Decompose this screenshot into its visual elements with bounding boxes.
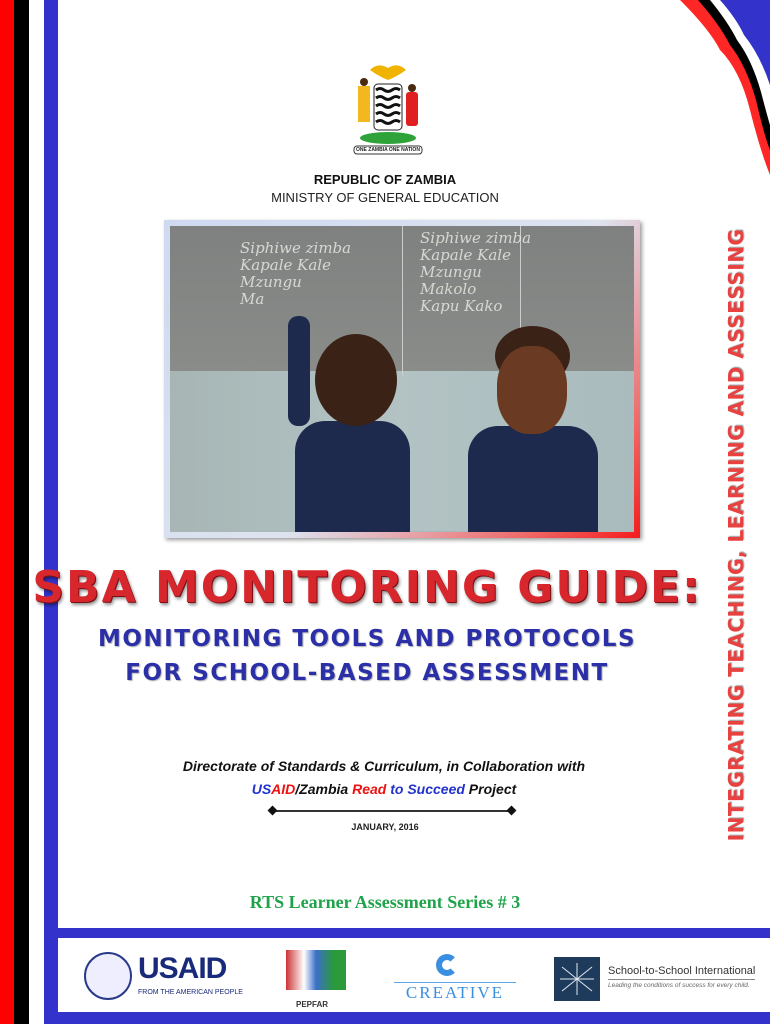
credits-to: to (386, 781, 408, 797)
side-banner: INTEGRATING TEACHING, LEARNING AND ASSESSING (724, 228, 748, 842)
credits-us: US (251, 781, 272, 797)
credits-project: Project (464, 781, 517, 797)
credits-succeed: Succeed (407, 781, 465, 797)
country-heading: REPUBLIC OF ZAMBIA (313, 172, 457, 187)
credits-zambia: /Zambia (295, 781, 353, 797)
usaid-seal-icon (84, 952, 132, 1000)
credits-aid: AID (271, 781, 296, 797)
chalk-words-right: Siphiwe zimba Kapale Kale Mzungu Makolo Kapu Kako (420, 229, 532, 315)
ssi-star-icon (554, 957, 600, 1001)
ssi-logo: School-to-School International (608, 965, 755, 980)
flag-stripe-black (14, 0, 29, 1024)
document-subtitle-line2: FOR SCHOOL-BASED ASSESSMENT (125, 660, 609, 686)
pepfar-emblem-icon (286, 950, 346, 990)
ministry-heading: MINISTRY OF GENERAL EDUCATION (271, 190, 499, 205)
corner-flag-decoration (620, 0, 770, 200)
usaid-tagline: FROM THE AMERICAN PEOPLE (138, 989, 243, 996)
credits-read: Read (352, 781, 387, 797)
cover-photo (164, 220, 640, 538)
document-subtitle-line1: MONITORING TOOLS AND PROTOCOLS (97, 626, 637, 652)
series-label: RTS Learner Assessment Series # 3 (249, 892, 521, 912)
chalk-words-left: Siphiwe zimba Kapale Kale Mzungu Ma (240, 239, 352, 308)
flag-stripe-red (0, 0, 14, 1024)
ssi-tagline: Leading the conditions of success for every child. (608, 982, 750, 989)
credits-line1: Directorate of Standards & Curriculum, in Collaboration with (182, 758, 586, 774)
creative-logo: CREATIVE (394, 982, 516, 1003)
publication-date: JANUARY, 2016 (351, 822, 419, 832)
document-title: SBA MONITORING GUIDE: (32, 562, 702, 613)
creative-c-icon (436, 954, 458, 976)
pepfar-logo: PEPFAR (296, 1000, 329, 1009)
credits-line2 (0, 781, 770, 797)
divider (272, 810, 512, 812)
partner-logos-band (44, 928, 770, 1024)
flag-stripe-blue (44, 0, 58, 1024)
usaid-logo: USAID (138, 952, 227, 985)
crest-motto-ribbon: ONE ZAMBIA ONE NATION (356, 147, 420, 153)
